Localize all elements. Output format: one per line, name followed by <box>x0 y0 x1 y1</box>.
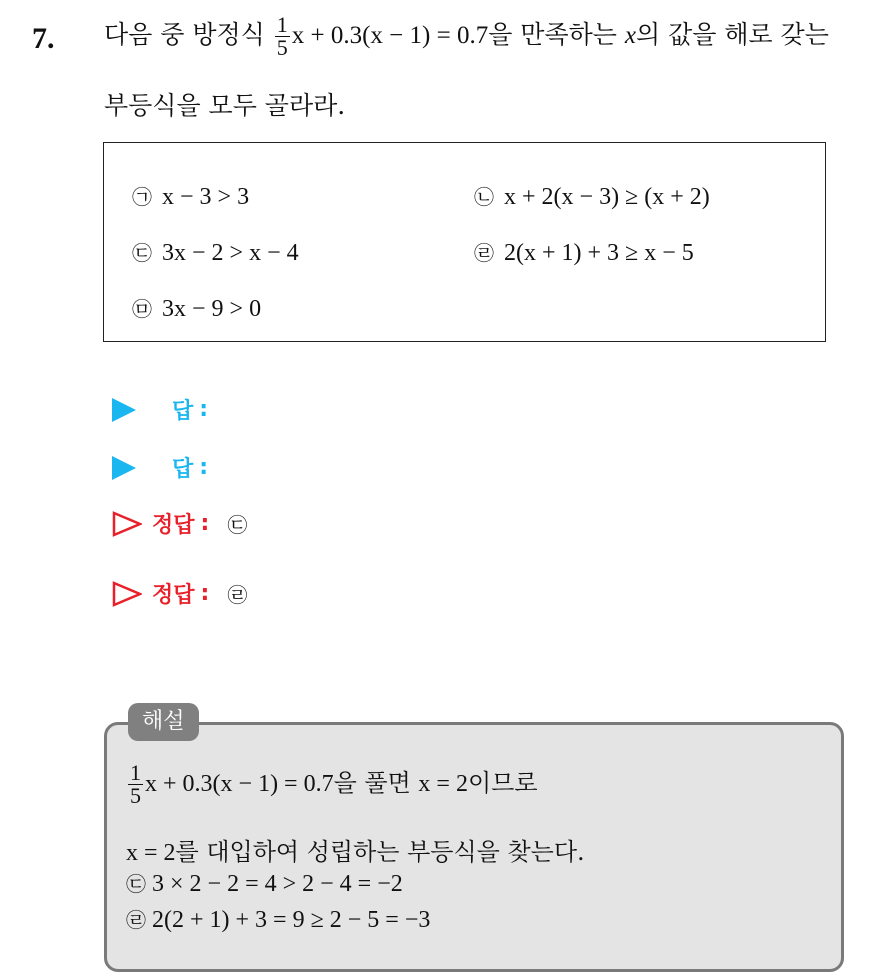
question-text-line1 <box>104 14 829 59</box>
solution-mark: ㉢ <box>126 872 146 896</box>
outline-triangle-icon <box>112 581 142 607</box>
solution-result: x = 2 <box>418 771 468 797</box>
choices-box <box>103 142 826 342</box>
correct-answer-row-1 <box>112 508 247 539</box>
choice-2[interactable] <box>474 181 710 211</box>
solution-equation: x + 0.3(x − 1) = 0.7 <box>145 771 334 797</box>
solution-line-4 <box>126 904 430 934</box>
question-suffix: 의 값을 해로 갖는 <box>635 20 829 49</box>
outline-triangle-icon <box>112 511 142 537</box>
solution-text: 을 풀면 <box>333 769 411 797</box>
answer-label: 답 <box>172 457 194 482</box>
choice-mark: ㉠ <box>132 185 152 209</box>
choice-expr: 3x − 2 > x − 4 <box>162 240 299 266</box>
solution-line-3 <box>126 868 403 898</box>
choice-expr: 3x − 9 > 0 <box>162 296 262 322</box>
correct-answer-row-2 <box>112 578 247 609</box>
equation-fraction <box>275 14 290 59</box>
solution-tag: 해설 <box>128 703 199 741</box>
answer-label: 답 <box>172 399 194 424</box>
play-triangle-icon <box>112 456 136 480</box>
correct-answer-label: 정답 <box>152 583 195 608</box>
choice-mark: ㉢ <box>132 241 152 265</box>
choice-mark: ㉤ <box>132 297 152 321</box>
solution-substitution: x = 2 <box>126 840 176 866</box>
solution-tail: 이므로 <box>467 769 538 797</box>
solution-line-1 <box>126 762 538 807</box>
fraction-denominator: 5 <box>130 783 141 808</box>
correct-answer-colon: : <box>200 511 210 536</box>
choice-expr: x + 2(x − 3) ≥ (x + 2) <box>504 184 710 210</box>
answer-colon: : <box>199 455 209 480</box>
choice-4[interactable] <box>474 237 694 267</box>
correct-answer-label: 정답 <box>152 513 195 538</box>
choice-3[interactable] <box>132 237 299 267</box>
solution-expr: 3 × 2 − 2 = 4 > 2 − 4 = −2 <box>152 871 403 897</box>
solution-text: 를 대입하여 성립하는 부등식을 찾는다. <box>175 838 585 866</box>
solution-mark: ㉣ <box>126 908 146 932</box>
choice-mark: ㉡ <box>474 185 494 209</box>
variable-x: x <box>624 22 636 49</box>
question-mid: 을 만족하는 <box>488 20 617 49</box>
fraction-numerator: 1 <box>130 760 141 785</box>
answer-colon: : <box>199 397 209 422</box>
choice-expr: 2(x + 1) + 3 ≥ x − 5 <box>504 240 694 266</box>
play-triangle-icon <box>112 398 136 422</box>
correct-answer-value: ㉣ <box>227 583 248 607</box>
choice-mark: ㉣ <box>474 241 494 265</box>
equation-rest: x + 0.3(x − 1) = 0.7 <box>291 22 489 49</box>
question-prefix: 다음 중 방정식 <box>104 20 265 49</box>
solution-expr: 2(2 + 1) + 3 = 9 ≥ 2 − 5 = −3 <box>152 907 431 933</box>
answer-row-1[interactable] <box>112 394 208 425</box>
correct-answer-colon: : <box>200 581 210 606</box>
fraction-denominator: 5 <box>276 35 288 60</box>
answer-row-2[interactable] <box>112 452 208 483</box>
choice-5[interactable] <box>132 293 261 323</box>
choice-1[interactable] <box>132 181 249 211</box>
solution-line-2 <box>126 832 585 867</box>
fraction-numerator: 1 <box>276 12 288 37</box>
correct-answer-value: ㉢ <box>227 513 248 537</box>
question-text-line2: 부등식을 모두 골라라. <box>104 91 346 120</box>
choice-expr: x − 3 > 3 <box>162 184 250 210</box>
question-number: 7. <box>32 22 55 55</box>
solution-fraction <box>128 762 143 807</box>
